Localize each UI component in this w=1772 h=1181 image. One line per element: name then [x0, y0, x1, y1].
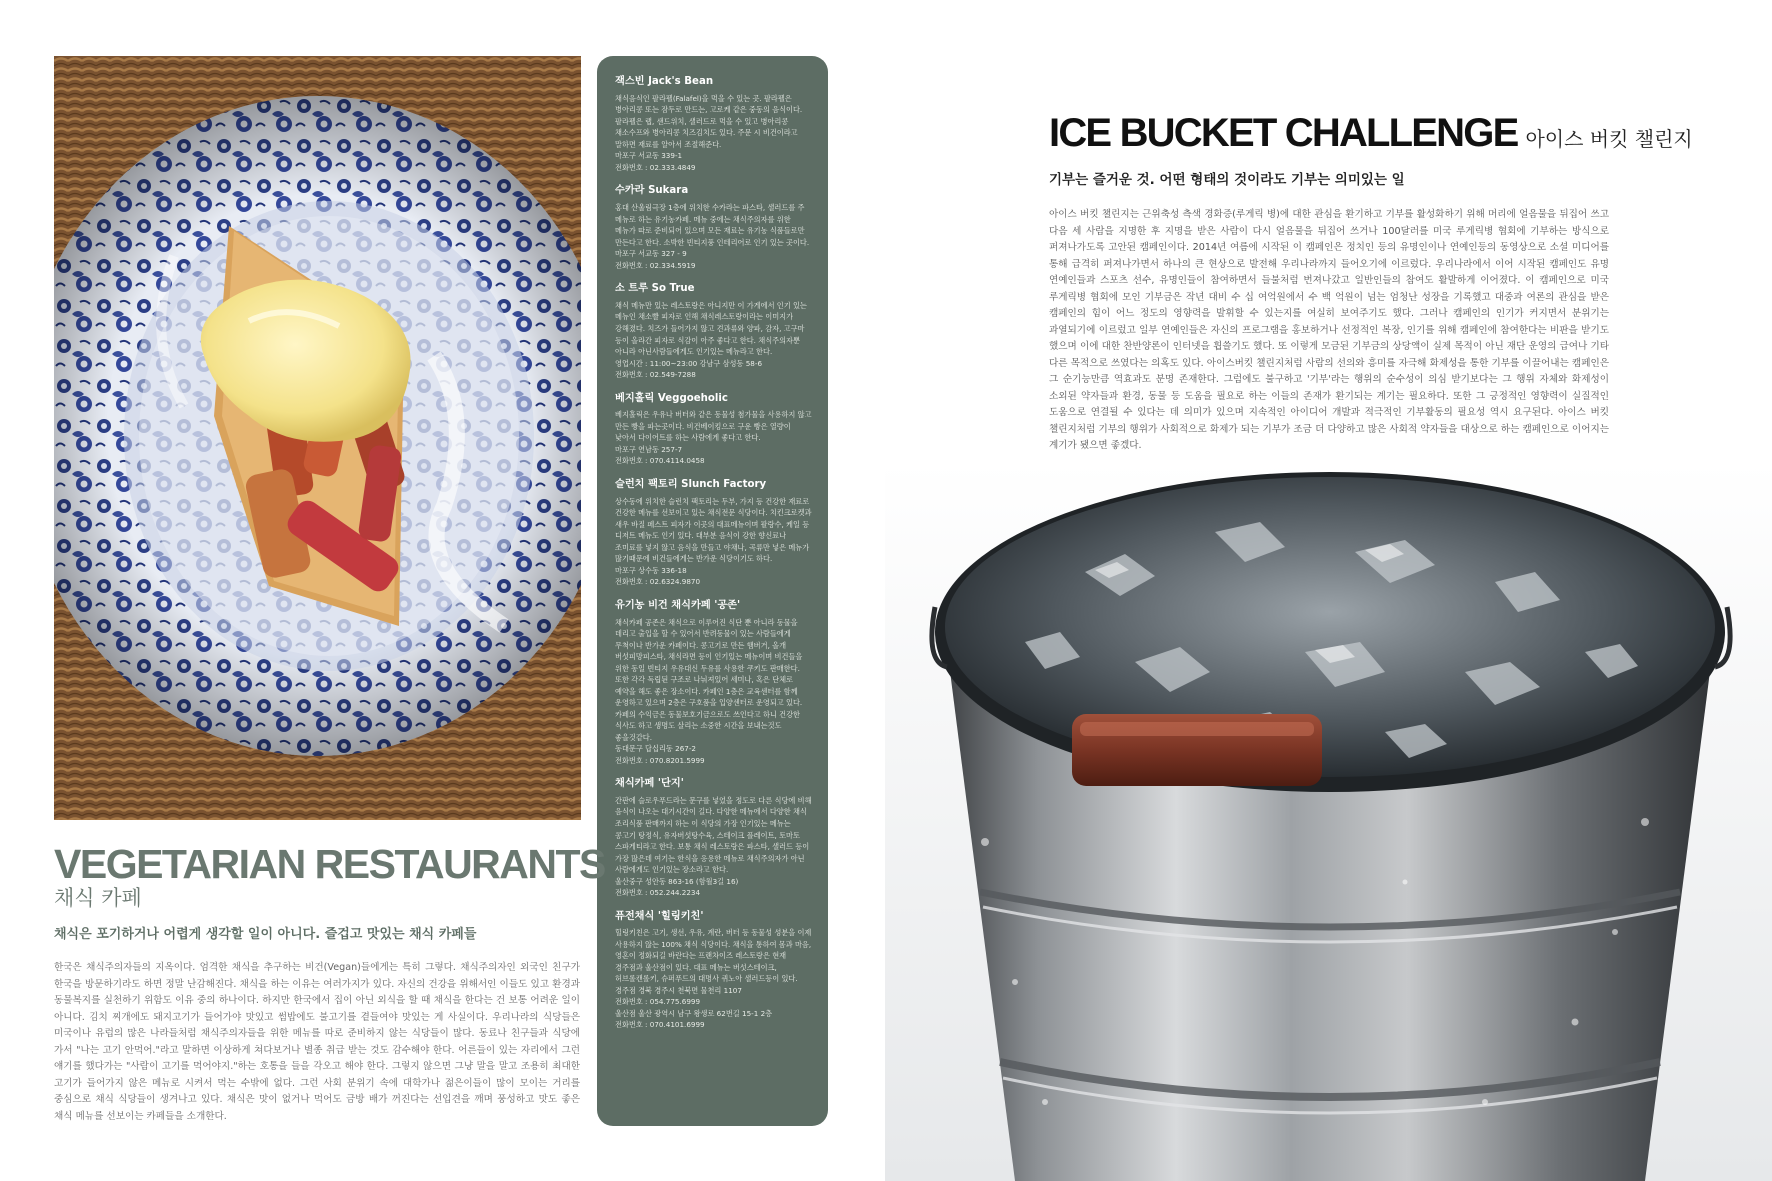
restaurant-phone-2: 전화번호 : 070.4101.6999 [615, 1020, 705, 1030]
restaurant-name: 슬런치 팩토리 Slunch Factory [615, 478, 767, 490]
article-body: 아이스 버킷 챌린지는 근위축성 측색 경화증(루게릭 병)에 대한 관심을 환기하고 기부를 활성화하기 위해 머리에 얼음물을 뒤집어 쓰고 다음 세 사람을 지명한 후 지명을 받은 사람이 다시 얼음물을 뒤집어 쓰거나 100달러를 미국 루게릭병 협회에 기부하는 방식으로 퍼져나가도록 고안된 캠페인이다. 2014년 여름에 시작된 이 캠페인은 정치인 등의 유명인이나 연예인등의 동영상으로 소셜 미디어를 통해 급격히 퍼져나가면서 하나의 큰 현상으로 발전해 우리나라까지 들어오기에 이르렀다. 우리나라에서 이어 시작된 캠페인도 유명 연예인들과 스포츠 선수, 유명인들이 참여하면서 들불처럼 번져나갔고 일반인들의 참여도 활발하게 이어졌다. 이 캠페인으로 미국 루게릭병 협회에 모인 기부금은 작년 대비 수 십 여억원에서 수 백 억원이 넘는 엄청난 성장을 기록했고 대중과 여론의 관심을 받은 캠페인의 힘이 어느 정도의 영향력을 발휘할 수 있는지를 여실히 보여주기도 했다. 그러나 캠페인의 인기가 커지면서 분위기는 과열되기에 이르렀고 일부 연예인들은 자신의 프로그램을 홍보하거나 선정적인 복장, 인기를 위해 캠페인에 참여한다는 비판을 받기도 했으며 이에 대한 찬반양론이 인터넷을 휩쓸기도 했다. 또 이렇게 모금된 기부금의 상당액이 실제 목적이 아닌 재단 운영의 급여나 기타 다른 목적으로 쓰였다는 의혹도 있다. 아이스버킷 챌린지처럼 사람의 선의와 흥미를 자극해 화제성을 통한 기부를 이끌어내는 캠페인은 그 순기능만큼 역효과도 분명 존재한다. 그럼에도 불구하고 '기부'라는 행위의 순수성이 의심 받기보다는 그 행위 자체와 화제성이 소외된 약자들과 환경, 동물 등 도움을 필요로 하는 이들의 존재가 환기되는 계기는 필요하다. 또한 그 긍정적인 영향력이 실질적인 도움으로 연결될 수 있다는 데 의미가 있으며 지속적인 아이디어 개발과 적극적인 기부활동의 필요성 역시 요구된다. 아이스 버킷 챌린지처럼 기부의 행위가 사회적으로 화제가 되는 기부가 조금 더 다양하고 많은 사회적 약자들을 대상으로 하는 캠페인으로 이어지는 계기가 됐으면 좋겠다. [1049, 209, 1609, 451]
restaurant-name: 퓨전채식 '힐링키친' [615, 910, 704, 922]
article-title: VEGETARIAN RESTAURANTS [54, 841, 605, 887]
restaurant-address: 마포구 서교동 339-1 [615, 151, 683, 161]
restaurant-address: 울산중구 성안동 863-16 (함월3길 16) [615, 876, 739, 886]
restaurant-description: 베지홀릭은 우유나 버터와 같은 동물성 첨가물을 사용하지 않고 만든 빵을 파는곳이다. 비건베이킹으로 구운 빵은 열량이 낮아서 다이어트를 하는 사람에게 좋다고 한다. [615, 410, 812, 443]
restaurant-entry [615, 393, 812, 467]
restaurant-description: 상수동에 위치한 슬런치 팩토리는 두부, 가지 등 건강한 재료로 건강한 메뉴를 선보이고 있는 채식전문 식당이다. 치킨크로켓과 새우 바질 페스트 피자가 이곳의 대표메뉴이며 팔랑수, 케일 등 디저트 메뉴도 인기 있다. 대부분 음식이 강한 향신료나 조미료를 넣지 않고 음식을 만들고 야채나, 곡류만 넣은 메뉴가 많기때문에 비건들에게는 반가운 식당이기도 하다. [615, 496, 812, 564]
restaurant-phone: 전화번호 : 02.334.5919 [615, 260, 696, 270]
restaurant-name: 베지홀릭 Veggoeholic [615, 392, 728, 404]
restaurant-phone: 전화번호 : 02.549-7288 [615, 370, 696, 380]
article-lead: 채식은 포기하거나 어렵게 생각할 일이 아니다. 즐겁고 맛있는 채식 카페들 [54, 927, 477, 942]
ice-bucket-photo [885, 462, 1772, 1181]
restaurant-phone: 전화번호 : 02.333.4849 [615, 162, 696, 172]
restaurant-name: 수카라 Sukara [615, 185, 689, 197]
restaurant-address: 마포구 상수동 336-18 [615, 565, 687, 575]
restaurant-description: 간판에 슬로우푸드라는 문구를 넣었을 정도로 다른 식당에 비해 음식이 나오는 대기시간이 길다. 다양한 메뉴에서 다양한 채식 조리식품 판매까지 하는 이 식당의 가장 인기있는 메뉴는 콩고기 탕정식, 유자버섯탕수육, 스테이크 플레이트, 토마토 스파게티라고 한다. 보통 채식 레스토랑은 파스타, 샐러드 등이 가장 많은데 여기는 한식을 응용한 메뉴로 채식주의자가 아닌 사람에게도 인기있는 장소라고 한다. [615, 795, 812, 875]
restaurant-address-2: 울산점 울산 광역시 남구 왕생로 62번길 15-1 2층 [615, 1008, 773, 1018]
restaurant-name: 잭스빈 Jack's Bean [615, 76, 714, 87]
article-lead: 기부는 즐거운 것. 어떤 형태의 것이라도 기부는 의미있는 일 [1049, 172, 1405, 188]
article-title-ko: 아이스 버킷 챌린지 [1525, 127, 1693, 151]
restaurant-phone: 전화번호 : 054.775.6999 [615, 997, 701, 1007]
plate-photo [54, 56, 581, 820]
restaurant-description: 채식음식인 팔라펠(Falafel)을 먹을 수 있는 곳. 팔라펠은 병아리콩 또는 잠두로 만드는, 고로케 같은 중동의 음식이다. 팔라펠은 랩, 샌드위치, 샐러드로 먹을 수 있고 병아리콩 채소수프와 병아리콩 치즈김치도 있다. 주문 시 비건이라고 말하면 재료를 알아서 조절해준다. [615, 93, 803, 149]
restaurant-description: 채식 메뉴만 있는 레스토랑은 아니지만 이 가게에서 인기 있는 메뉴인 채소빨 피자로 인해 채식레스토랑이라는 이미지가 강해졌다. 치즈가 들어가지 않고 견과류와 양파, 감자, 고구마 등이 올라간 피자로 식감이 아주 좋다고 한다. 채식주의자뿐 아니라 아닌사람들에게도 인기있는 메뉴라고 한다. [615, 300, 807, 357]
restaurant-phone: 전화번호 : 052.244.2234 [615, 888, 701, 898]
article-title [1049, 113, 1693, 153]
restaurant-name: 유기농 비건 채식카페 '공존' [615, 599, 741, 611]
restaurant-entry [615, 778, 812, 898]
article-subtitle: 채식 카페 [54, 886, 142, 910]
restaurant-entry [615, 600, 812, 766]
restaurant-description: 홍대 산울림극장 1층에 위치한 수카라는 파스타, 샐러드를 주 메뉴로 하는 유기농카페. 메뉴 중에는 채식주의자를 위한 메뉴가 따로 준비되어 있으며 모든 재료는 유기농 식품들로만 만든다고 한다. 소박한 빈티지풍 인테리어로 인기 있는 곳이다. [615, 203, 810, 247]
restaurant-entry [615, 76, 812, 173]
restaurant-entry [615, 911, 812, 1031]
article-title-en: ICE BUCKET CHALLENGE [1049, 111, 1518, 155]
restaurant-address: 경주점 경북 경주시 천북면 물천리 1107 [615, 985, 742, 995]
restaurant-address: 동대문구 답십리동 267-2 [615, 744, 697, 754]
restaurant-entry [615, 283, 812, 380]
restaurant-phone: 전화번호 : 070.4114.0458 [615, 456, 705, 466]
restaurant-entry [615, 185, 812, 271]
restaurant-name: 채식카페 '단지' [615, 778, 684, 790]
restaurant-list-sidebar [597, 56, 828, 1126]
restaurant-address: 마포구 연남동 257-7 [615, 444, 683, 454]
restaurant-entry [615, 479, 812, 588]
restaurant-description: 채식카페 공존은 채식으로 이루어진 식단 뿐 아니라 동물을 데리고 출입을 할 수 있어서 반려동물이 있는 사람들에게 무척이나 반가운 카페이다. 콩고기로 만든 햄버거, 올개 버섯피망피스타, 채식라면 등이 인기있는 메뉴이며 비건들을 위한 동일 빈티지 우유대신 두유를 사용한 쿠키도 판매한다. 또한 각각 독립된 구조로 나눠져있어 세미나, 혹은 단체로 예약을 해도 좋은 장소이다. 카페인 1층은 교육센터를 함께 운영하고 있으며 2층은 구호품을 입양센터로 운영되고 있다. 카페의 수익금은 동물보호기금으로도 쓰인다고 하니 건강한 식사도 하고 생명도 살리는 소중한 시간을 보내는것도 좋을것같다. [615, 617, 803, 742]
article-body: 한국은 채식주의자들의 지옥이다. 엄격한 채식을 추구하는 비건(Vegan)들에게는 특히 그렇다. 채식주의자인 외국인 친구가 한국을 방문하기라도 하면 정말 난감해진다. 채식을 하는 이유는 여러가지가 있다. 자신의 건강을 위해서인 이들도 있고 환경과 동물복지를 실천하기 위함도 이유 중의 하나이다. 하지만 한국에서 집이 아닌 외식을 할 때 채식을 한다는 건 보통 어려운 일이 아니다. 김치 찌개에도 돼지고기가 들어가야 맛있고 썸밥에도 불고기를 곁들여야 맛있는 게 사실이다. 우리나라의 식당들은 미국이나 유럽의 많은 나라들처럼 채식주의자들을 위한 메뉴를 따로 준비하지 않는 식당들이 많다. 동료나 친구들과 식당에 가서 "나는 고기 안먹어."라고 말하면 이상하게 쳐다보거나 별종 취급 받는 것도 감수해야 한다. 어른들이 있는 자리에서 그런 얘기를 했다가는 "사람이 고기를 먹어야지."하는 호통을 들을 각오고 해야 한다. 그렇지 않으면 그냥 말을 말고 조용히 최대한 고기가 들어가지 않은 메뉴로 시켜서 먹는 수밖에 없다. 그런 사회 분위기 속에 대학가나 젊은이들이 많이 모이는 거리를 중심으로 채식 식당들이 생겨나고 있다. 채식은 맛이 없거나 먹어도 금방 배가 꺼진다는 선입견을 깨며 풍성하고 맛도 좋은 채식 메뉴를 선보이는 카페들을 소개한다. [54, 962, 580, 1122]
restaurant-phone: 전화번호 : 070.8201.5999 [615, 755, 705, 765]
restaurant-hours: 영업시간 : 11:00~23:00 강남구 삼성동 58-6 [615, 358, 763, 368]
ice-bucket-image [885, 462, 1772, 1181]
restaurant-address: 마포구 서교동 327 - 9 [615, 249, 687, 259]
restaurant-phone: 전화번호 : 02.6324.9870 [615, 577, 701, 587]
rhubarb-tart-image [54, 56, 581, 820]
restaurant-description: 힐링키친은 고기, 생선, 우유, 계란, 버터 등 동물성 성분을 이제 사용하지 않는 100% 채식 식당이다. 채식을 통하여 몸과 마음, 영혼이 정화되길 바란다는 프랜차이즈 레스토랑은 현재 경주점과 울산점이 있다. 대표 메뉴는 버섯스테이크, 허브롤캔롤키, 슈퍼푸드의 대명사 퀴노아 샐러드등이 있다. [615, 928, 812, 984]
restaurant-name: 소 트루 So True [615, 283, 695, 295]
